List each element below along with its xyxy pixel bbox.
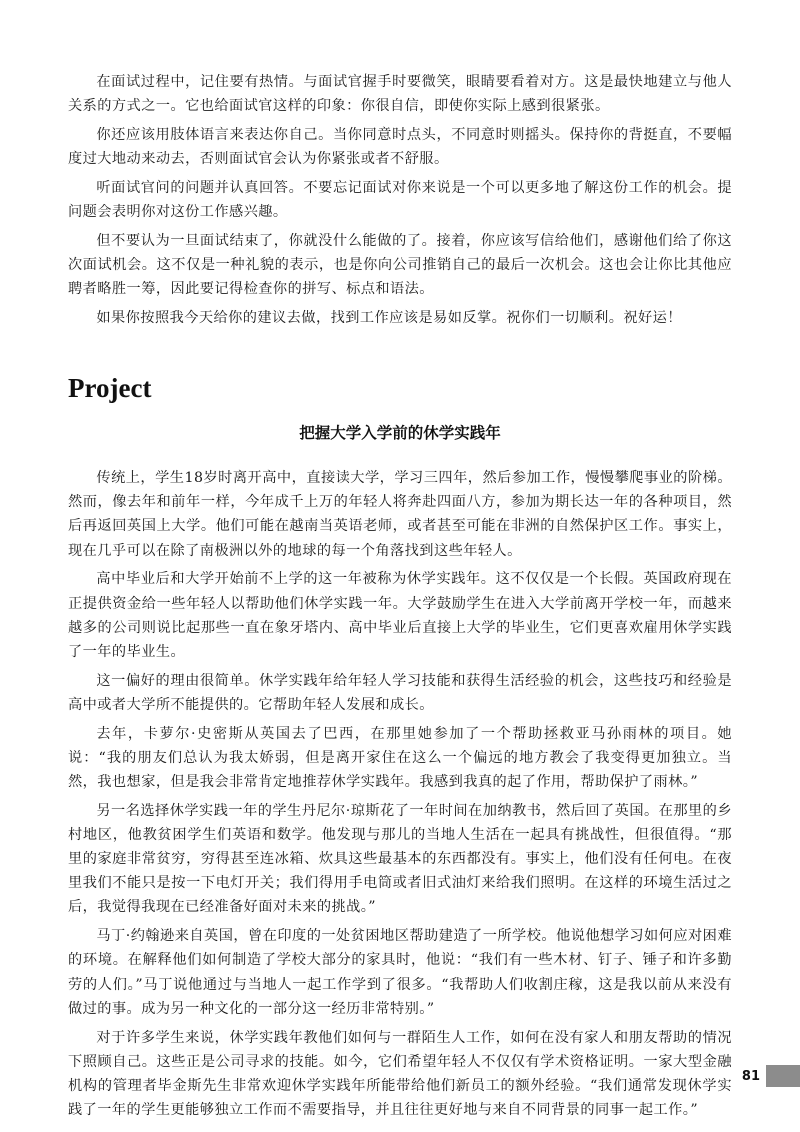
paragraph: 高中毕业后和大学开始前不上学的这一年被称为休学实践年。这不仅仅是一个长假。英国政府现在正提供资金给一些年轻人以帮助他们休学实践一年。大学鼓励学生在进入大学前离开学校一年，而越来越多的公司则说比起那些一直在象牙塔内、高中毕业后直接上大学的毕业生，它们更喜欢雇用休学实践了一年的毕业生。 xyxy=(68,571,732,660)
paragraph: 传统上，学生18岁时离开高中，直接读大学，学习三四年，然后参加工作，慢慢攀爬事业的阶梯。然而，像去年和前年一样，今年成千上万的年轻人将奔赴四面八方，参加为期长达一年的各种项目，然后再返回英国上大学。他们可能在越南当英语老师，或者甚至可能在非洲的自然保护区工作。事实上，现在几乎可以在除了南极洲以外的地球的每一个角落找到这些年轻人。 xyxy=(68,470,732,559)
page-number: 81 xyxy=(741,1068,760,1084)
paragraph: 这一偏好的理由很简单。休学实践年给年轻人学习技能和获得生活经验的机会，这些技巧和经验是高中或者大学所不能提供的。它帮助年轻人发展和成长。 xyxy=(68,672,732,713)
paragraph: 但不要认为一旦面试结束了，你就没什么能做的了。接着，你应该写信给他们，感谢他们给了你这次面试机会。这不仅是一种礼貌的表示，也是你向公司推销自己的最后一次机会。这也会让你比其他应聘者略胜一筹，因此要记得检查你的拼写、标点和语法。 xyxy=(68,232,732,298)
paragraph: 如果你按照我今天给你的建议去做，找到工作应该是易如反掌。祝你们一切顺利。祝好运！ xyxy=(96,309,682,326)
page-content xyxy=(68,70,732,1127)
paragraph: 对于许多学生来说，休学实践年教他们如何与一群陌生人工作，如何在没有家人和朋友帮助的情况下照顾自己。这些正是公司寻求的技能。如今，它们希望年轻人不仅仅有学术资格证明。一家大型金融机构的管理者毕金斯先生非常欢迎休学实践年所能带给他们新员工的额外经验。“我们通常发现休学实践了一年的学生更能够独立工作而不需要指导，并且往往更好地与来自不同背景的同事一起工作。” xyxy=(68,1029,732,1119)
paragraph: 马丁·约翰逊来自英国，曾在印度的一处贫困地区帮助建造了一所学校。他说他想学习如何应对困难的环境。在解释他们如何制造了学校大部分的家具时，他说：“我们有一些木材、钉子、锤子和许多勤劳的人们。”马丁说他通过与当地人一起工作学到了很多。“我帮助人们收割庄稼，这是我以前从来没有做过的事。成为另一种文化的一部分这一经历非常特别。” xyxy=(68,928,732,1017)
paragraph: 你还应该用肢体语言来表达你自己。当你同意时点头，不同意时则摇头。保持你的背挺直，不要幅度过大地动来动去，否则面试官会认为你紧张或者不舒服。 xyxy=(68,126,732,168)
page-tab-marker xyxy=(766,1065,800,1087)
paragraph: 在面试过程中，记住要有热情。与面试官握手时要微笑，眼睛要看着对方。这是最快地建立与他人关系的方式之一。它也给面试官这样的印象：你很自信，即使你实际上感到很紧张。 xyxy=(68,74,732,115)
interview-advice-section xyxy=(68,70,732,330)
page-footer xyxy=(742,1065,800,1087)
article-title: 把握大学入学前的休学实践年 xyxy=(299,424,501,443)
article-body xyxy=(68,466,732,1122)
paragraph: 另一名选择休学实践一年的学生丹尼尔·琼斯花了一年时间在加纳教书，然后回了英国。在那里的乡村地区，他教贫困学生们英语和数学。他发现与那儿的当地人生活在一起具有挑战性，但很值得。“那里的家庭非常贫穷，穷得甚至连冰箱、炊具这些最基本的东西都没有。事实上，他们没有任何电。在夜里我们不能只是按一下电灯开关；我们得用手电筒或者旧式油灯来给我们照明。在这样的环境生活过之后，我觉得我现在已经准备好面对未来的挑战。” xyxy=(68,802,732,916)
section-heading: Project xyxy=(68,373,152,404)
paragraph: 去年，卡萝尔·史密斯从英国去了巴西，在那里她参加了一个帮助拯救亚马孙雨林的项目。她说：“我的朋友们总认为我太娇弱，但是离开家住在这么一个偏远的地方教会了我变得更加独立。当然，我也想家，但是我会非常肯定地推荐休学实践年。我感到我真的起了作用，帮助保护了雨林。” xyxy=(68,725,732,790)
paragraph: 听面试官问的问题并认真回答。不要忘记面试对你来说是一个可以更多地了解这份工作的机会。提问题会表明你对这份工作感兴趣。 xyxy=(68,179,732,221)
